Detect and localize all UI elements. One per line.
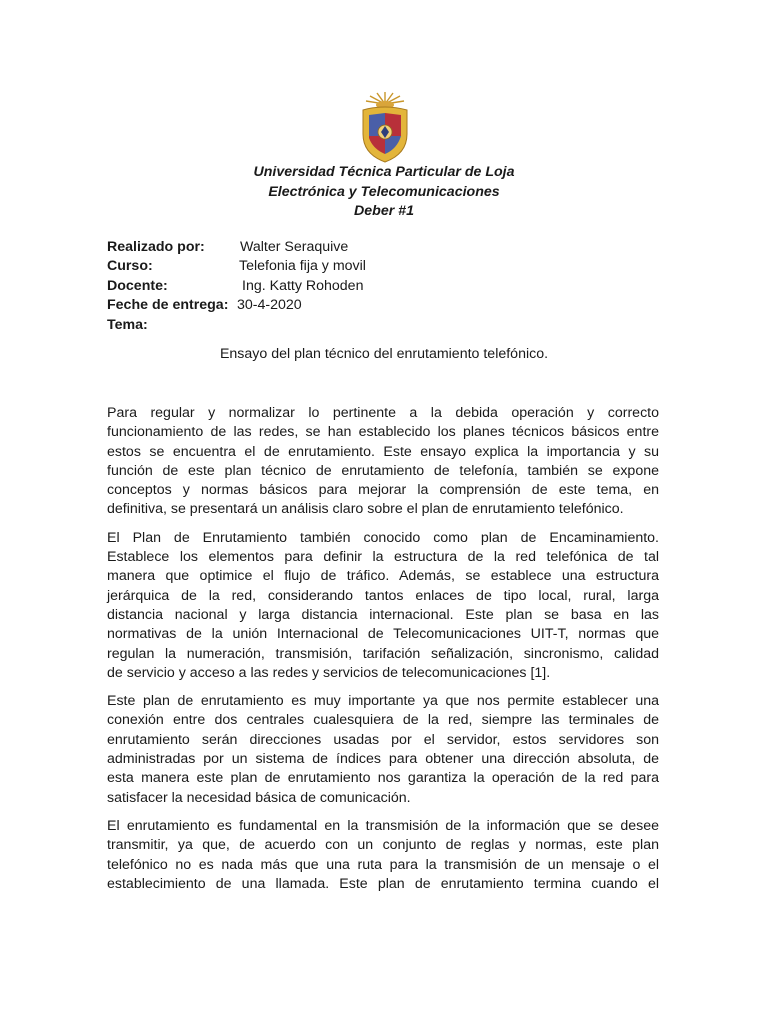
detail-label: Realizado por: — [107, 239, 205, 255]
text-line: Este plan de enrutamiento es muy importante ya que nos permite establecer una — [107, 693, 659, 710]
paragraph — [107, 529, 659, 683]
essay-title: Ensayo del plan técnico del enrutamiento telefónico. — [219, 346, 549, 362]
paragraph — [107, 692, 659, 808]
text-line: El enrutamiento es fundamental en la transmisión de la información que se desee — [107, 817, 659, 834]
assignment-details — [107, 238, 366, 335]
text-line: conexión entre dos centrales cualesquiera de la red, siempre las terminales de — [107, 712, 659, 729]
detail-label: Tema: — [107, 316, 148, 333]
text-line: función de este plan técnico de enrutamiento de telefonía, también se expone — [107, 462, 659, 479]
text-line: El Plan de Enrutamiento también conocido como plan de Encaminamiento. — [107, 529, 659, 546]
text-line: distancia nacional y larga distancia internacional. Este plan se basa en las — [107, 606, 659, 623]
text-line: Establece los elementos para definir la estructura de la red telefónica de tal — [107, 549, 659, 566]
detail-label: Docente: — [107, 277, 168, 294]
text-line: conceptos y normas básicos para mejorar la comprensión de este tema, en — [107, 482, 659, 499]
text-line: definitiva, se presentará un análisis claro sobre el plan de enrutamiento telefónico. — [107, 501, 624, 518]
university-name: Universidad Técnica Particular de Loja — [253, 164, 515, 180]
detail-teacher — [107, 277, 364, 296]
detail-value: Walter Seraquive — [240, 239, 349, 255]
text-line: de servicio y acceso a las redes y servicios de telecomunicaciones [1]. — [107, 664, 551, 681]
text-line: enrutamiento serán direcciones usadas por el servidor, estos servidores son — [107, 731, 659, 748]
text-line: administradas por un sistema de índices para obtener una dirección absoluta, de — [107, 751, 659, 768]
text-line: regulan la numeración, transmisión, tarifación señalización, sincronismo, calidad — [107, 645, 659, 662]
university-crest-icon — [357, 90, 413, 164]
text-line: telefónico no es nada más que una ruta para la transmisión de un mensaje o el — [107, 856, 659, 873]
text-line: normativas de la unión Internacional de Telecomunicaciones UIT-T, normas que — [107, 626, 659, 643]
text-line: funcionamiento de las redes, se han establecido los planes técnicos básicos entre — [107, 424, 659, 441]
text-line: establecimiento de una llamada. Este plan de enrutamiento termina cuando el — [107, 875, 659, 892]
detail-value: Telefonia fija y movil — [239, 258, 366, 275]
text-line: jerárquica de la red, considerando tantos enlaces de tipo local, rural, larga — [107, 587, 659, 604]
text-line: manera que optimice el flujo de tráfico. Además, se establece una estructura — [107, 568, 659, 585]
detail-topic — [107, 316, 228, 335]
detail-due-date — [107, 296, 302, 315]
document-header — [0, 163, 768, 222]
text-line: esta manera este plan de enrutamiento nos garantiza la operación de la red para — [107, 770, 659, 787]
essay-body — [107, 404, 659, 903]
text-line: Para regular y normalizar lo pertinente a la debida operación y correcto — [107, 405, 659, 421]
paragraph — [107, 404, 659, 520]
paragraph — [107, 817, 659, 894]
detail-label: Feche de entrega: — [107, 297, 229, 314]
detail-value: Ing. Katty Rohoden — [242, 277, 364, 294]
assignment-title: Deber #1 — [354, 203, 414, 219]
text-line: transmitir, ya que, de acuerdo con un conjunto de reglas y normas, este plan — [107, 837, 659, 854]
detail-course — [107, 257, 366, 276]
detail-author — [107, 238, 349, 257]
text-line: satisfacer la necesidad básica de comunicación. — [107, 789, 411, 806]
detail-value: 30-4-2020 — [237, 297, 302, 314]
text-line: estos se encuentra el de enrutamiento. Este ensayo explica la importancia y su — [107, 443, 659, 460]
detail-label: Curso: — [107, 258, 153, 275]
program-name: Electrónica y Telecomunicaciones — [268, 183, 500, 200]
